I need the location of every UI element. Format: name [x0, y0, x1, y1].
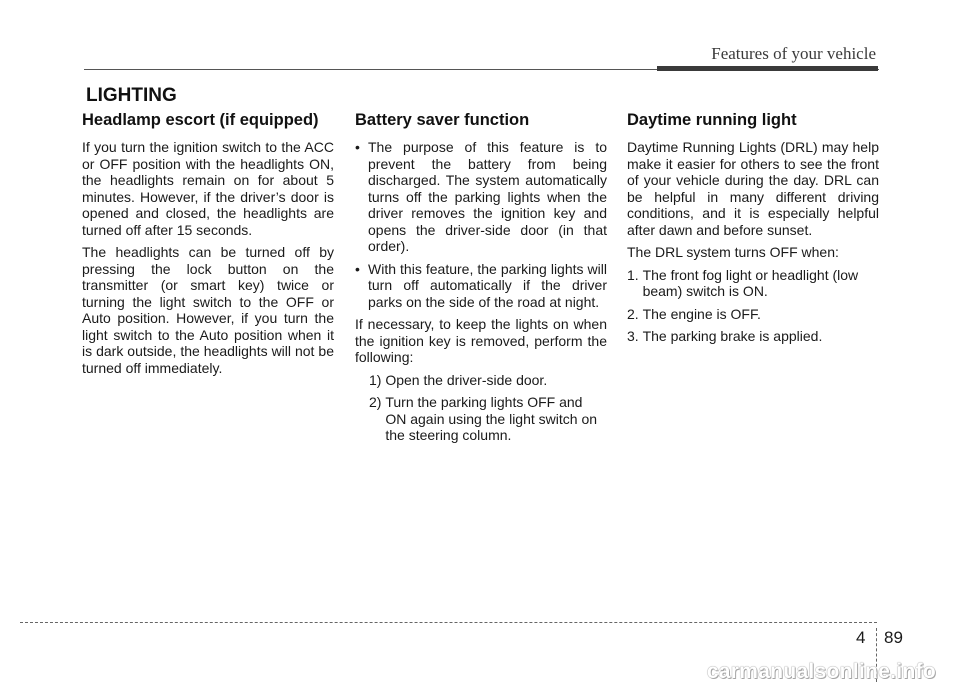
bullet-mark: •	[355, 260, 360, 277]
headlamp-escort-paragraph-1: If you turn the ignition switch to the ACC or OFF position with the headlights ON, the headlights remain on for about 5 minutes. However, if the driver’s door is opened and closed, the headlights are turned off after 15 seconds.	[82, 139, 334, 238]
page-number: 89	[884, 628, 903, 647]
headlamp-escort-paragraph-2: The headlights can be turned off by pressing the lock button on the transmitter (or smart key) twice or turning the light switch to the OFF or Auto position. However, if you turn the light switch to the Auto position when it is dark outside, the headlights will not be turned off immediately.	[82, 244, 334, 376]
drl-item-3	[627, 328, 879, 345]
column-battery-saver	[355, 111, 607, 450]
battery-saver-bullet-1	[355, 139, 607, 255]
item-number: 3.	[627, 328, 643, 344]
watermark: carmanualsonline.info	[706, 660, 936, 683]
battery-saver-followup: If necessary, to keep the lights on when the ignition key is removed, perform the following:	[355, 316, 607, 365]
running-header: Features of your vehicle	[711, 44, 876, 63]
step-text: Open the driver-side door.	[385, 371, 548, 388]
bullet-text: With this feature, the parking lights will turn off automatically if the driver parks on the side of the road at night.	[368, 260, 607, 310]
column-daytime-running-light	[627, 111, 879, 351]
bullet-mark: •	[355, 139, 360, 155]
header-rule-accent	[657, 66, 878, 71]
item-number: 2.	[627, 305, 643, 322]
item-text: The front fog light or headlight (low beam) switch is ON.	[642, 266, 859, 299]
battery-saver-heading: Battery saver function	[355, 111, 530, 129]
footer-rule	[20, 622, 877, 623]
step-number: 1)	[369, 371, 386, 388]
battery-saver-bullet-2	[355, 261, 607, 311]
drl-paragraph-1: Daytime Running Lights (DRL) may help make it easier for others to see the front of your vehicle during the day. DRL can be helpful in many different driving conditions, and it is especially helpful after dawn and before sunset.	[627, 139, 879, 238]
battery-saver-step-1	[369, 372, 607, 389]
section-title: LIGHTING	[86, 85, 177, 106]
item-number: 1.	[627, 266, 643, 283]
headlamp-escort-heading: Headlamp escort (if equipped)	[82, 111, 319, 129]
bullet-text: The purpose of this feature is to prevent the battery from being discharged. The system automatically turns off the parking lights when the driver removes the ignition key and opens the driver-side door (in that order).	[368, 139, 607, 254]
step-number: 2)	[369, 394, 386, 410]
drl-item-1	[627, 267, 879, 300]
step-text: Turn the parking lights OFF and ON again using the light switch on the steering column.	[385, 394, 598, 443]
battery-saver-step-2	[369, 394, 607, 444]
drl-paragraph-2: The DRL system turns OFF when:	[627, 244, 839, 260]
column-headlamp-escort	[82, 111, 334, 382]
item-text: The parking brake is applied.	[642, 328, 823, 344]
item-text: The engine is OFF.	[642, 305, 761, 322]
drl-item-2	[627, 306, 879, 323]
chapter-number: 4	[856, 628, 866, 647]
drl-heading: Daytime running light	[627, 111, 797, 129]
